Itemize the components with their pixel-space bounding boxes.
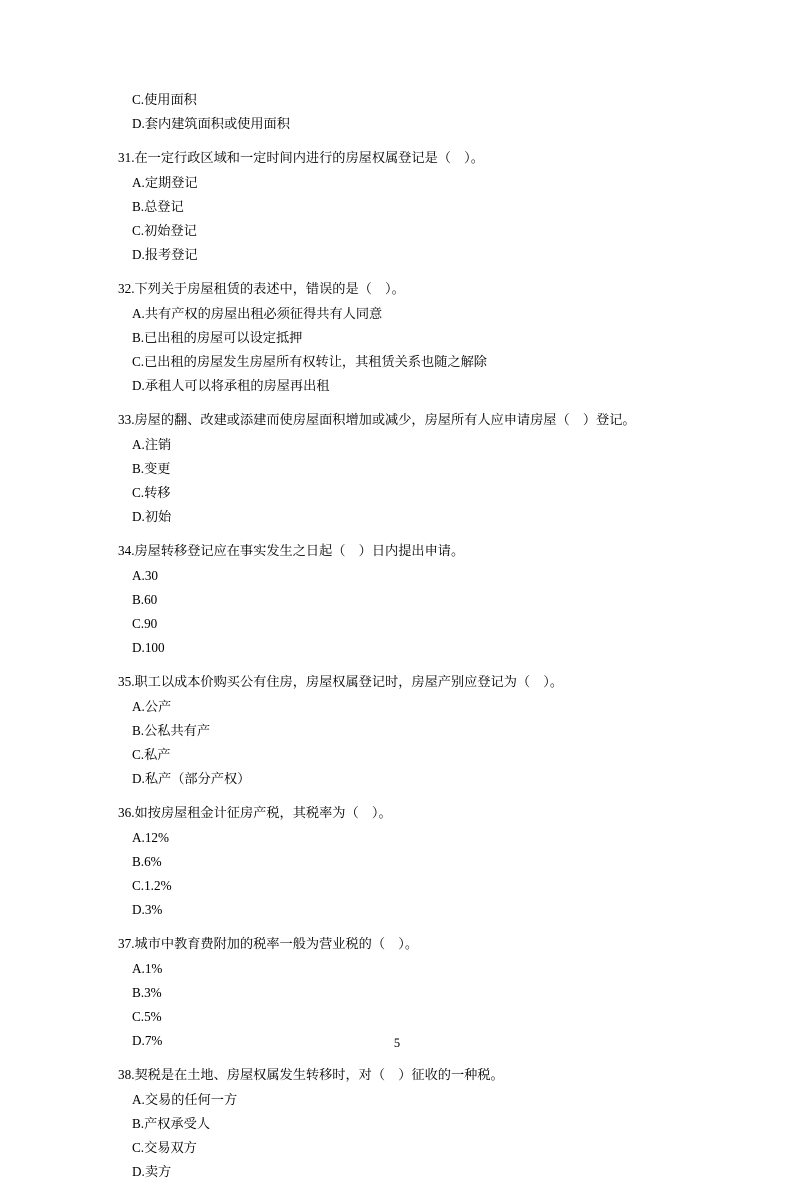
option-item: C.转移 [132,485,171,500]
option-item: A.共有产权的房屋出租必须征得共有人同意 [132,306,383,321]
option-item: B.60 [132,592,158,607]
question-text: 35.职工以成本价购买公有住房，房屋权属登记时，房屋产别应登记为（ ）。 [118,674,564,689]
question-options [118,1088,684,1184]
option-item: A.1% [132,961,163,976]
option-item: C.交易双方 [132,1140,197,1155]
question-block [118,932,684,1053]
option-item: B.总登记 [132,199,184,214]
question-text: 38.契税是在土地、房屋权属发生转移时，对（ ）征收的一种税。 [118,1067,504,1082]
option-item: C.5% [132,1009,162,1024]
option-item: D.套内建筑面积或使用面积 [132,116,290,131]
continued-options [118,88,684,136]
question-block [118,408,684,529]
question-block [118,801,684,922]
question-options [118,433,684,529]
option-item: B.已出租的房屋可以设定抵押 [132,330,303,345]
option-item: D.承租人可以将承租的房屋再出租 [132,378,330,393]
option-item: C.1.2% [132,878,172,893]
question-options [118,695,684,791]
option-item: C.90 [132,616,158,631]
question-block [118,539,684,660]
question-options [118,826,684,922]
question-options [118,171,684,267]
option-item: B.6% [132,854,162,869]
question-block [118,1063,684,1184]
option-item: A.定期登记 [132,175,198,190]
option-item: A.30 [132,568,159,583]
question-text: 32.下列关于房屋租赁的表述中，错误的是（ ）。 [118,281,405,296]
question-text: 33.房屋的翻、改建或添建而使房屋面积增加或减少，房屋所有人应申请房屋（ ）登记。 [118,412,636,427]
question-block [118,277,684,398]
question-block [118,670,684,791]
option-item: C.初始登记 [132,223,197,238]
option-item: D.7% [132,1033,163,1048]
question-block [118,146,684,267]
option-item: B.3% [132,985,162,1000]
option-item: B.变更 [132,461,171,476]
option-item: D.100 [132,640,165,655]
question-text: 36.如按房屋租金计征房产税，其税率为（ ）。 [118,805,392,820]
option-item: C.已出租的房屋发生房屋所有权转让，其租赁关系也随之解除 [132,354,487,369]
page-content [118,88,684,1184]
question-options [118,564,684,660]
option-item: C.私产 [132,747,171,762]
page-number: 5 [393,1036,401,1050]
option-item: C.使用面积 [132,92,197,107]
option-item: A.12% [132,830,169,845]
option-item: B.产权承受人 [132,1116,211,1131]
option-item: A.注销 [132,437,172,452]
option-item: D.初始 [132,509,172,524]
option-item: A.交易的任何一方 [132,1092,238,1107]
option-item: D.3% [132,902,163,917]
option-item: B.公私共有产 [132,723,211,738]
question-options [118,302,684,398]
option-item: D.报考登记 [132,247,198,262]
question-text: 37.城市中教育费附加的税率一般为营业税的（ ）。 [118,936,419,951]
option-item: D.卖方 [132,1164,172,1179]
question-text: 31.在一定行政区域和一定时间内进行的房屋权属登记是（ ）。 [118,150,484,165]
option-item: A.公产 [132,699,172,714]
question-text: 34.房屋转移登记应在事实发生之日起（ ）日内提出申请。 [118,543,465,558]
option-item: D.私产（部分产权） [132,771,251,786]
